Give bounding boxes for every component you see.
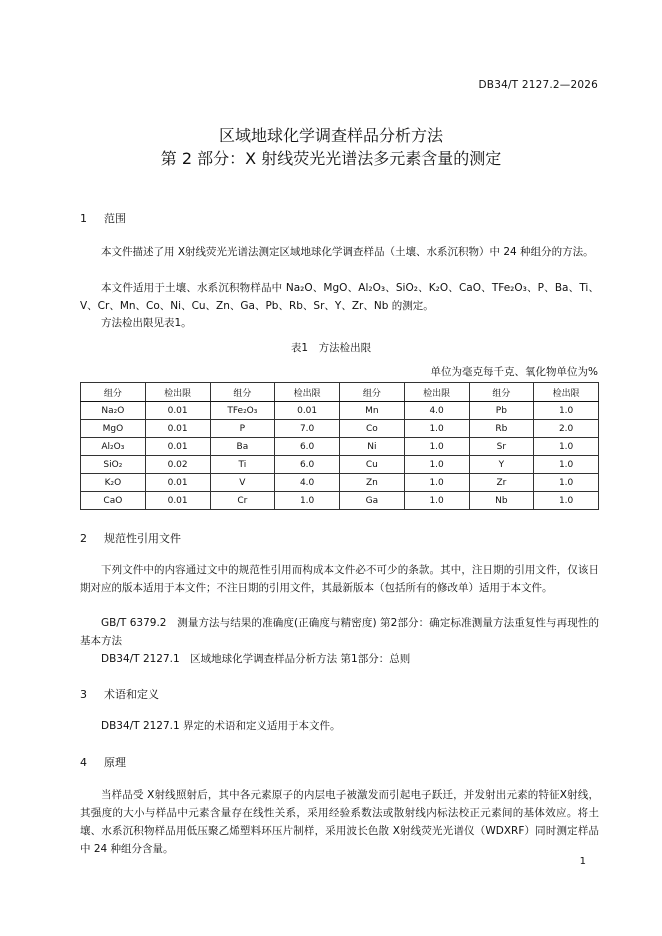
table-cell: 0.01 xyxy=(145,438,210,456)
title-line-1: 区域地球化学调查样品分析方法 xyxy=(218,126,443,145)
section-title: 范围 xyxy=(104,212,126,225)
table-cell: Co xyxy=(340,420,405,438)
document-code: DB34/T 2127.2—2026 xyxy=(478,79,598,91)
section-3-heading xyxy=(80,686,159,702)
section-3-paragraph-1: DB34/T 2127.1 界定的术语和定义适用于本文件。 xyxy=(101,720,341,732)
section-1-heading xyxy=(80,210,126,226)
section-number: 3 xyxy=(80,688,87,701)
table-cell: Y xyxy=(469,456,534,474)
table-cell: 0.01 xyxy=(275,402,340,420)
table-cell: Zn xyxy=(340,474,405,492)
table-header-row xyxy=(81,383,599,402)
table-cell: Mn xyxy=(340,402,405,420)
table-cell: Rb xyxy=(469,420,534,438)
table-row xyxy=(81,402,599,420)
column-header: 组分 xyxy=(469,383,534,402)
table-cell: Pb xyxy=(469,402,534,420)
table-cell: 0.02 xyxy=(145,456,210,474)
table-cell: 1.0 xyxy=(404,420,469,438)
table-cell: 1.0 xyxy=(404,492,469,510)
detection-limit-table xyxy=(80,382,599,510)
section-1-paragraph-2: 本文件适用于土壤、水系沉积物样品中 Na₂O、MgO、Al₂O₃、SiO₂、K₂O、CaO、TFe₂O₃、P、Ba、Ti、V、Cr、Mn、Co、Ni、Cu、Zn、Ga、Pb、Rb、Sr、Y、Zr、Nb 的测定。 xyxy=(80,282,599,312)
table-cell: 1.0 xyxy=(534,456,599,474)
table-row xyxy=(81,474,599,492)
table-row xyxy=(81,438,599,456)
table-cell: 0.01 xyxy=(145,474,210,492)
table-cell: Sr xyxy=(469,438,534,456)
table-cell: 1.0 xyxy=(404,438,469,456)
table-cell: TFe₂O₃ xyxy=(210,402,275,420)
table-cell: 1.0 xyxy=(534,492,599,510)
table-cell: SiO₂ xyxy=(81,456,146,474)
table-cell: Ni xyxy=(340,438,405,456)
section-title: 术语和定义 xyxy=(104,688,159,701)
column-header: 检出限 xyxy=(404,383,469,402)
table-row xyxy=(81,420,599,438)
table-cell: Zr xyxy=(469,474,534,492)
table-cell: 1.0 xyxy=(404,456,469,474)
column-header: 组分 xyxy=(210,383,275,402)
column-header: 检出限 xyxy=(534,383,599,402)
section-1-paragraph-1: 本文件描述了用 X射线荧光光谱法测定区域地球化学调查样品（土壤、水系沉积物）中 24 种组分的方法。 xyxy=(101,246,594,258)
column-header: 检出限 xyxy=(275,383,340,402)
table-unit-note: 单位为毫克每千克、氧化物单位为% xyxy=(430,366,598,378)
table-cell: Nb xyxy=(469,492,534,510)
table-cell: 6.0 xyxy=(275,438,340,456)
table-cell: Ga xyxy=(340,492,405,510)
table-cell: 0.01 xyxy=(145,492,210,510)
table-cell: Ti xyxy=(210,456,275,474)
section-4-paragraph-1: 当样品受 X射线照射后，其中各元素原子的内层电子被激发而引起电子跃迁，并发射出元素的特征X射线，其强度的大小与样品中元素含量存在线性关系，采用经验系数法或散射线内标法校正元素间的基体效应。将土壤、水系沉积物样品用低压聚乙烯塑料环压片制样，采用波长色散 X射线荧光光谱仪（WDXRF）同时测定样品中 24 种组分含量。 xyxy=(80,789,599,855)
table-cell: 7.0 xyxy=(275,420,340,438)
section-title: 规范性引用文件 xyxy=(104,532,181,545)
table-cell: 2.0 xyxy=(534,420,599,438)
table-cell: 4.0 xyxy=(275,474,340,492)
table-cell: V xyxy=(210,474,275,492)
section-number: 1 xyxy=(80,212,87,225)
reference-db34-2127-1: DB34/T 2127.1 区域地球化学调查样品分析方法 第1部分：总则 xyxy=(101,653,411,665)
table-cell: MgO xyxy=(81,420,146,438)
table-row xyxy=(81,492,599,510)
table-cell: Al₂O₃ xyxy=(81,438,146,456)
table-cell: Ba xyxy=(210,438,275,456)
column-header: 检出限 xyxy=(145,383,210,402)
table-cell: K₂O xyxy=(81,474,146,492)
table-row xyxy=(81,456,599,474)
table-cell: 1.0 xyxy=(275,492,340,510)
table-cell: 1.0 xyxy=(534,474,599,492)
table-cell: Cu xyxy=(340,456,405,474)
table-cell: 4.0 xyxy=(404,402,469,420)
table-cell: 0.01 xyxy=(145,402,210,420)
section-1-paragraph-3: 方法检出限见表1。 xyxy=(101,317,192,329)
reference-gbt-6379-2: GB/T 6379.2 测量方法与结果的准确度(正确度与精密度) 第2部分：确定标准测量方法重复性与再现性的基本方法 xyxy=(80,617,599,647)
section-number: 4 xyxy=(80,756,87,769)
table-cell: CaO xyxy=(81,492,146,510)
section-number: 2 xyxy=(80,532,87,545)
section-4-heading xyxy=(80,754,126,770)
title-line-2: 第 2 部分：X 射线荧光光谱法多元素含量的测定 xyxy=(160,149,502,168)
section-2-heading xyxy=(80,530,181,546)
table-cell: Cr xyxy=(210,492,275,510)
table-cell: 1.0 xyxy=(404,474,469,492)
table-cell: Na₂O xyxy=(81,402,146,420)
section-title: 原理 xyxy=(104,756,126,769)
table-caption: 表1 方法检出限 xyxy=(290,342,372,354)
column-header: 组分 xyxy=(340,383,405,402)
column-header: 组分 xyxy=(81,383,146,402)
section-2-paragraph-1: 下列文件中的内容通过文中的规范性引用而构成本文件必不可少的条款。其中，注日期的引用文件，仅该日期对应的版本适用于本文件；不注日期的引用文件，其最新版本（包括所有的修改单）适用于本文件。 xyxy=(80,564,599,594)
table-cell: P xyxy=(210,420,275,438)
table-cell: 0.01 xyxy=(145,420,210,438)
page-number: 1 xyxy=(579,856,586,867)
table-cell: 1.0 xyxy=(534,438,599,456)
table-cell: 6.0 xyxy=(275,456,340,474)
table-cell: 1.0 xyxy=(534,402,599,420)
